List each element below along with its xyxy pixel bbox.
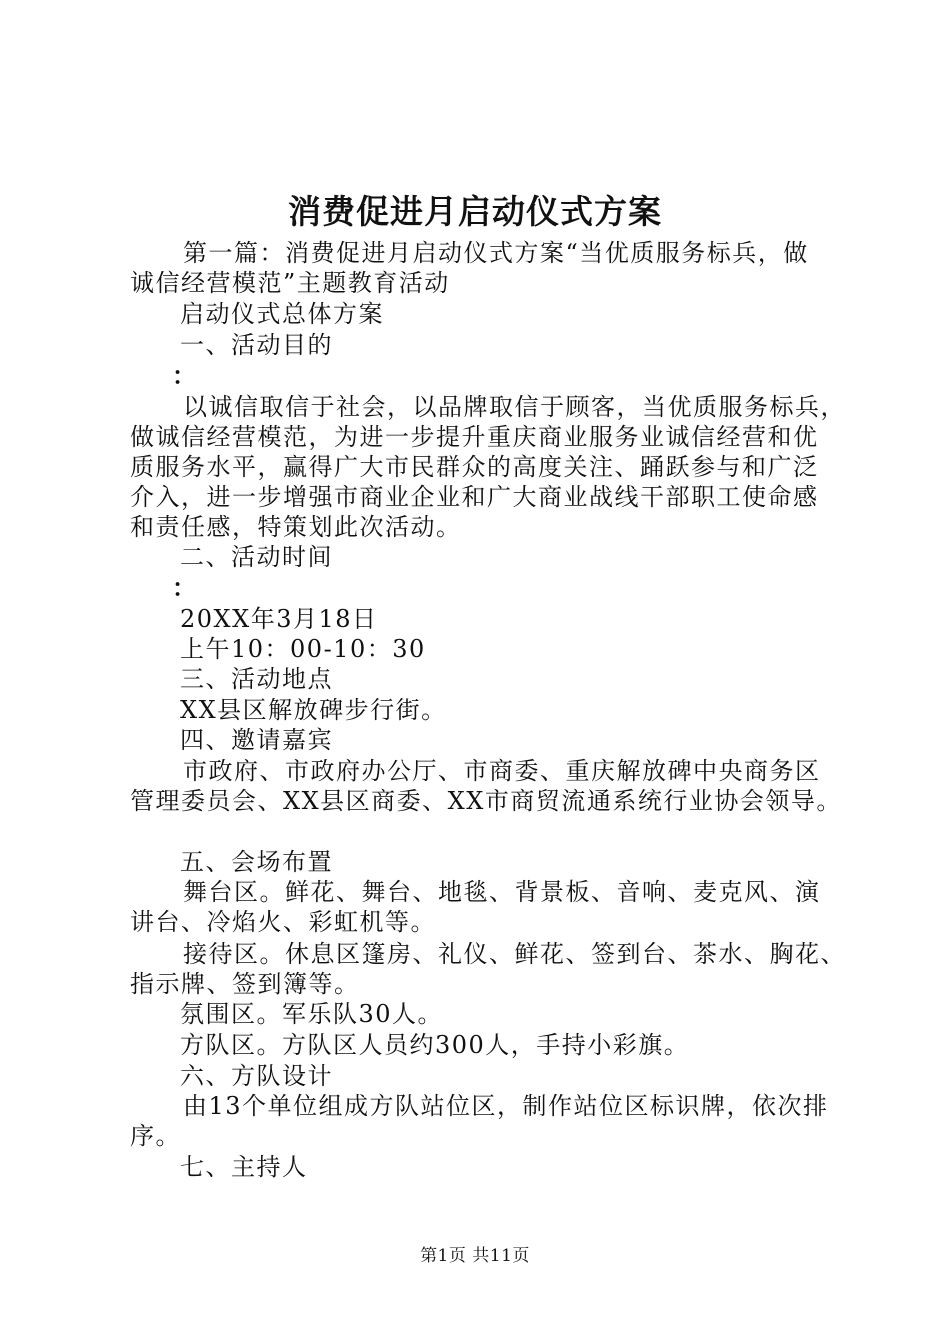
document-title: 消费促进月启动仪式方案 [288, 192, 662, 231]
paragraph-line: 市政府、市政府办公厅、市商委、重庆解放碑中央商务区 [183, 757, 821, 785]
paragraph-line: 启动仪式总体方案 [180, 300, 384, 328]
time-line: 上午10：00-10：30 [180, 635, 426, 663]
section-heading: 七、主持人 [180, 1153, 308, 1181]
paragraph-line: 以诚信取信于社会，以品牌取信于顾客，当优质服务标兵， [183, 393, 846, 421]
date-line: 20XX年3月18日 [180, 605, 378, 633]
paragraph-line: 质服务水平，赢得广大市民群众的高度关注、踊跃参与和广泛 [130, 453, 819, 481]
paragraph-line: 第一篇：消费促进月启动仪式方案“当优质服务标兵，做 [183, 239, 809, 267]
paragraph-line: 做诚信经营模范，为进一步提升重庆商业服务业诚信经营和优 [130, 423, 819, 451]
paragraph-line: 和责任感，特策划此次活动。 [130, 513, 462, 541]
section-heading: 二、活动时间 [180, 543, 333, 571]
paragraph-line: 讲台、冷焰火、彩虹机等。 [130, 908, 436, 936]
paragraph-line: 管理委员会、XX县区商委、XX市商贸流通系统行业协会领导。 [130, 787, 842, 815]
colon-mark: ： [172, 361, 198, 390]
page-number: 第1页 共11页 [420, 1246, 530, 1266]
paragraph-line: 氛围区。军乐队30人。 [180, 1000, 444, 1028]
paragraph-line: 指示牌、签到簿等。 [130, 970, 360, 998]
paragraph-line: 舞台区。鲜花、舞台、地毯、背景板、音响、麦克风、演 [183, 878, 821, 906]
paragraph-line: 介入，进一步增强市商业企业和广大商业战线干部职工使命感 [130, 483, 819, 511]
paragraph-line: 诚信经营模范”主题教育活动 [130, 269, 450, 297]
section-heading: 六、方队设计 [180, 1062, 333, 1090]
section-heading: 一、活动目的 [180, 331, 333, 359]
paragraph-line: 接待区。休息区篷房、礼仪、鲜花、签到台、茶水、胸花、 [183, 940, 846, 968]
paragraph-line: 序。 [130, 1122, 181, 1150]
section-heading: 四、邀请嘉宾 [180, 726, 333, 754]
paragraph-line: 由13个单位组成方队站位区，制作站位区标识牌，依次排 [183, 1092, 829, 1120]
colon-mark: ： [172, 573, 198, 602]
paragraph-line: XX县区解放碑步行街。 [180, 696, 447, 724]
paragraph-line: 方队区。方队区人员约300人，手持小彩旗。 [180, 1031, 690, 1059]
section-heading: 三、活动地点 [180, 665, 333, 693]
section-heading: 五、会场布置 [180, 848, 333, 876]
